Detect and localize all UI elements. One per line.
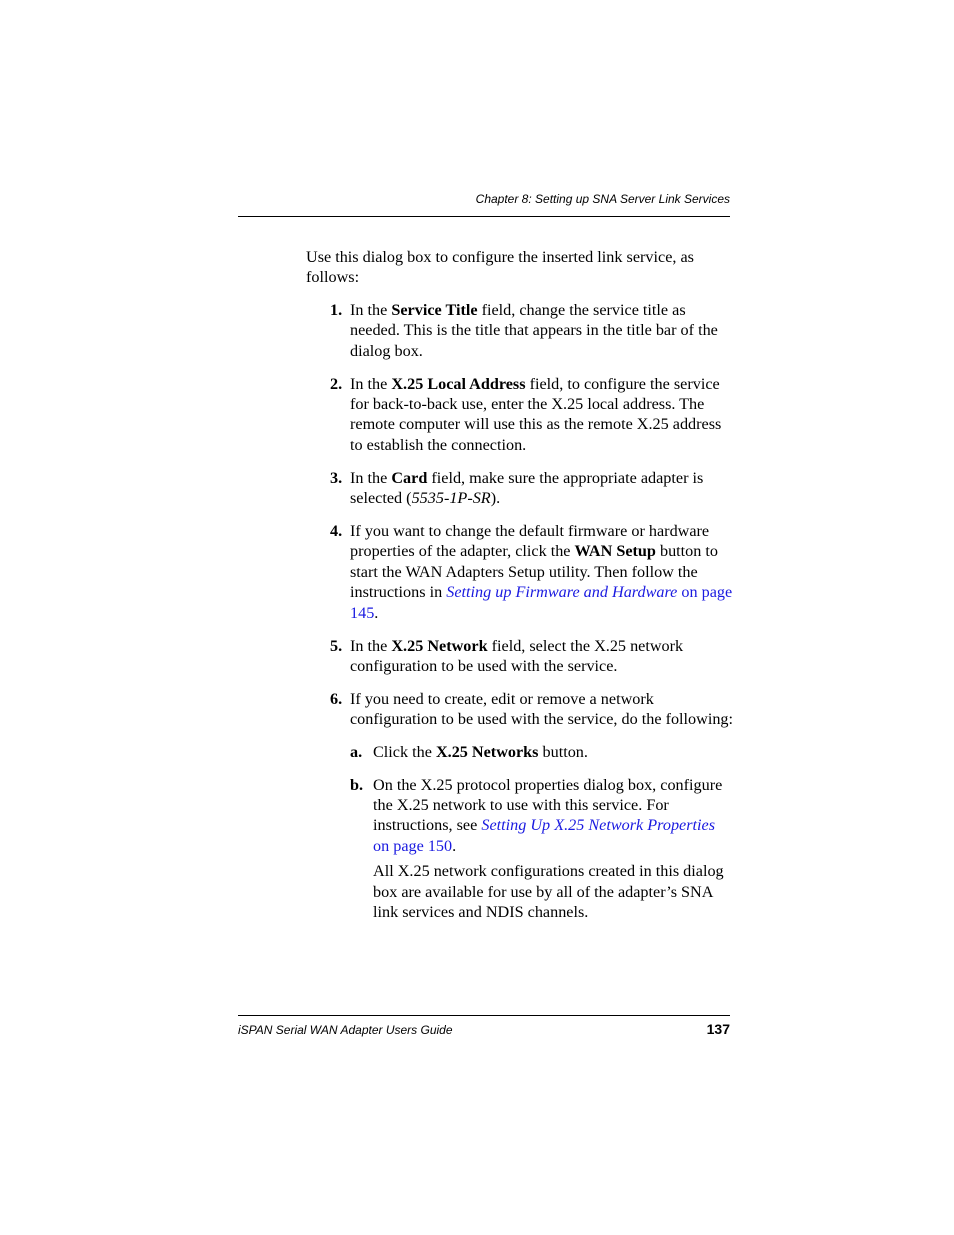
sub-step-note: All X.25 network configurations created in this dialog box are available for use by all of the adapter’s SNA link services and NDIS channels.	[373, 862, 724, 921]
button-name-x25-networks: X.25 Networks	[435, 742, 539, 761]
sub-step-a: a. Click the X.25 Networks button.	[350, 742, 588, 761]
button-name-wan-setup: WAN Setup	[574, 542, 656, 561]
sub-step-letter: b.	[350, 775, 364, 794]
intro-paragraph: Use this dialog box to configure the inserted link service, as follows:	[306, 248, 694, 287]
instruction-steps	[306, 300, 734, 923]
field-name-card: Card	[391, 468, 428, 487]
footer-rule	[238, 1015, 730, 1016]
step-3: 3. In the Card field, make sure the appropriate adapter is selected (5535-1P-SR).	[330, 468, 704, 508]
step-number: 3.	[330, 468, 343, 487]
step-5: 5. In the X.25 Network field, select the X.25 network configuration to be used with the service.	[330, 636, 684, 675]
sub-steps	[350, 742, 734, 923]
main-content	[306, 247, 734, 935]
step-number: 5.	[330, 636, 343, 655]
step-6: 6. If you need to create, edit or remove a network configuration to be used with the service, do the following: a. Click the X.25 Networks button. b. On the X.25 protocol properties dialog box, configure the X.25 network to use with this service. For instructions, see Setting Up X.25 Network Properties on page 150. All X.25 network configurations created in this dialog box are available for use by all of the adapter’s SNA link services and NDIS channels.	[330, 689, 734, 921]
step-number: 1.	[330, 300, 343, 319]
field-name-x25-network: X.25 Network	[391, 636, 488, 655]
running-header: Chapter 8: Setting up SNA Server Link Services	[475, 192, 730, 206]
step-4: 4. If you want to change the default firmware or hardware properties of the adapter, click the WAN Setup button to start the WAN Adapters Setup utility. Then follow the instructions in Setting up Firmware and Hardware on page 145.	[330, 521, 733, 622]
cross-reference-link-firmware[interactable]: Setting up Firmware and Hardware on page 145	[350, 583, 733, 622]
page-number: 137	[706, 1021, 730, 1037]
adapter-model: 5535-1P-SR	[411, 489, 491, 508]
step-2: 2. In the X.25 Local Address field, to configure the service for back-to-back use, enter the X.25 local address. The remote computer will use this as the remote X.25 address to establish the connection.	[330, 374, 722, 454]
sub-step-b: b. On the X.25 protocol properties dialog box, configure the X.25 network to use with this service. For instructions, see Setting Up X.25 Network Properties on page 150. All X.25 network configurations created in this dialog box are available for use by all of the adapter’s SNA link services and NDIS channels.	[350, 775, 734, 923]
field-name-service-title: Service Title	[391, 300, 478, 319]
field-name-x25-local-address: X.25 Local Address	[391, 374, 526, 393]
step-1: 1. In the Service Title field, change the service title as needed. This is the title that appears in the title bar of the dialog box.	[330, 300, 718, 360]
header-rule	[238, 216, 730, 217]
step-number: 4.	[330, 521, 343, 540]
step-number: 6.	[330, 689, 343, 708]
cross-reference-link-x25-network[interactable]: Setting Up X.25 Network Properties on page 150	[373, 816, 716, 855]
sub-step-letter: a.	[350, 742, 363, 761]
footer-guide-title: iSPAN Serial WAN Adapter Users Guide	[238, 1023, 453, 1037]
step-number: 2.	[330, 374, 343, 393]
